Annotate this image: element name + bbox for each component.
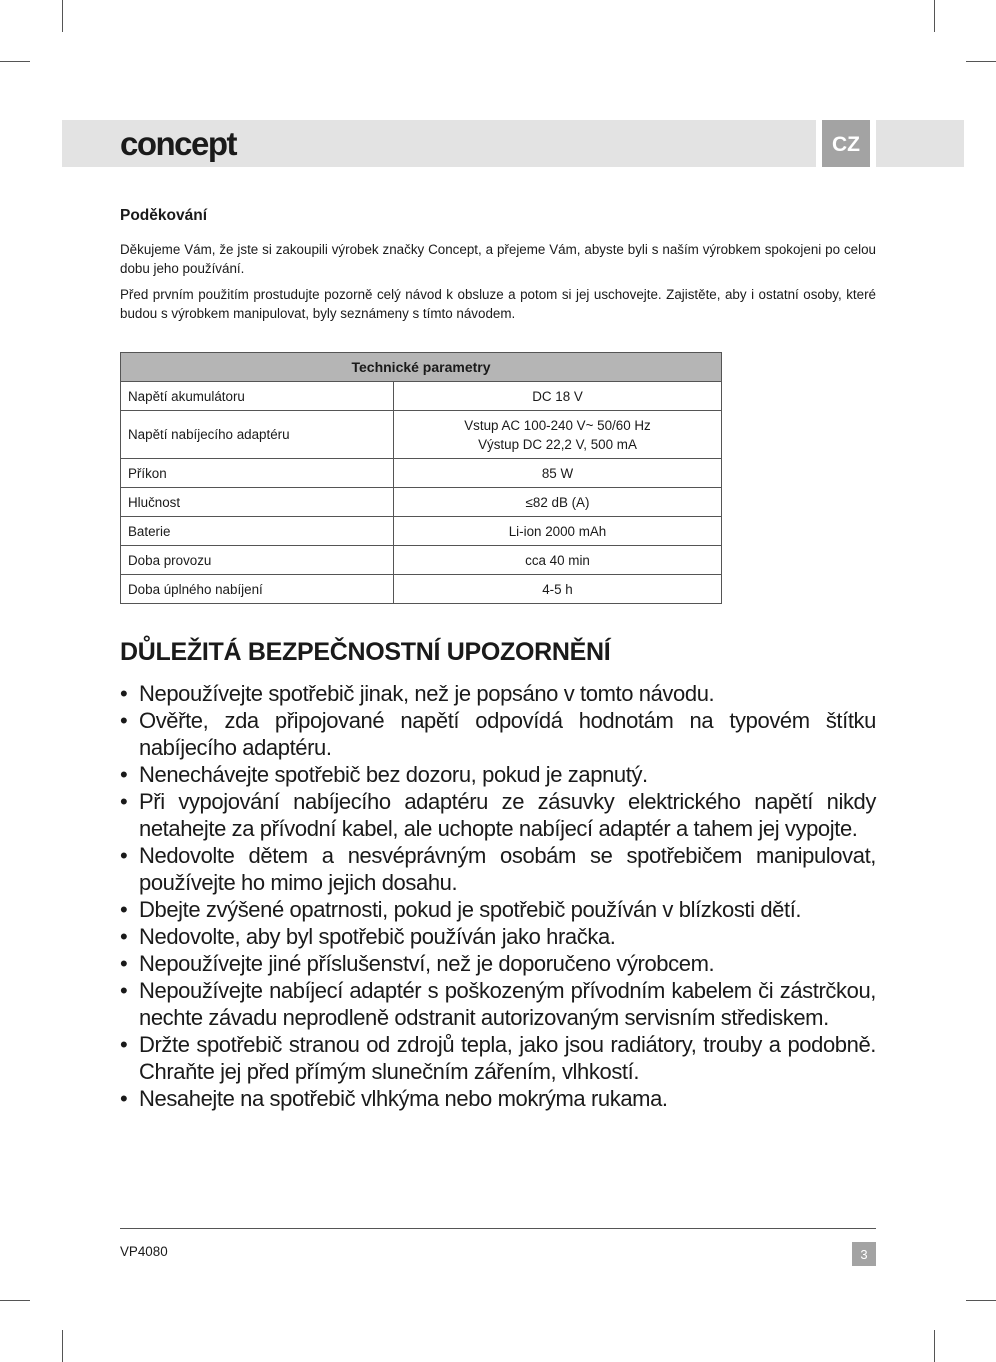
brand-logo: concept <box>120 125 237 162</box>
param-label: Doba provozu <box>121 546 394 575</box>
safety-warnings-list <box>120 680 876 1112</box>
list-item <box>120 1085 876 1112</box>
bullet-icon: • <box>120 789 128 814</box>
bullet-icon: • <box>120 762 128 787</box>
list-item <box>120 842 876 896</box>
bullet-icon: • <box>120 1032 128 1057</box>
bullet-icon: • <box>120 978 128 1003</box>
warning-text: Nedovolte, aby byl spotřebič používán jako hračka. <box>139 924 616 949</box>
warning-text: Nenechávejte spotřebič bez dozoru, pokud je zapnutý. <box>139 762 648 787</box>
table-row <box>121 488 722 517</box>
crop-mark <box>62 1330 63 1362</box>
safety-heading: DŮLEŽITÁ BEZPEČNOSTNÍ UPOZORNĚNÍ <box>120 638 611 666</box>
param-value: 4-5 h <box>394 575 722 604</box>
bullet-icon: • <box>120 1086 128 1111</box>
warning-text: Dbejte zvýšené opatrnosti, pokud je spotřebič používán v blízkosti dětí. <box>139 897 802 922</box>
warning-text: Nepoužívejte jiné příslušenství, než je doporučeno výrobcem. <box>139 951 715 976</box>
param-value: cca 40 min <box>394 546 722 575</box>
intro-paragraph: Před prvním použitím prostudujte pozorně celý návod k obsluze a potom si jej uschovejte. Zajistěte, aby i ostatní osoby, které budou s výrobkem manipulovat, byly seznámeny s tímto návodem. <box>120 287 876 321</box>
bullet-icon: • <box>120 951 128 976</box>
table-header-row <box>121 353 722 382</box>
param-label: Příkon <box>121 459 394 488</box>
bullet-icon: • <box>120 708 128 733</box>
bullet-icon: • <box>120 924 128 949</box>
list-item <box>120 761 876 788</box>
warning-text: Nedovolte dětem a nesvéprávným osobám se spotřebičem manipulovat, používejte ho mimo jejich dosahu. <box>139 843 876 895</box>
crop-mark <box>966 61 996 62</box>
table-row <box>121 382 722 411</box>
list-item <box>120 680 876 707</box>
param-label: Doba úplného nabíjení <box>121 575 394 604</box>
list-item <box>120 923 876 950</box>
bullet-icon: • <box>120 897 128 922</box>
table-row <box>121 575 722 604</box>
param-label: Hlučnost <box>121 488 394 517</box>
footer-divider <box>120 1228 876 1229</box>
bullet-icon: • <box>120 843 128 868</box>
param-label: Baterie <box>121 517 394 546</box>
param-value: DC 18 V <box>394 382 722 411</box>
list-item <box>120 977 876 1031</box>
table-row <box>121 517 722 546</box>
warning-text: Nesahejte na spotřebič vlhkýma nebo mokrýma rukama. <box>139 1086 668 1111</box>
list-item <box>120 1031 876 1085</box>
table-title: Technické parametry <box>121 353 722 382</box>
intro-paragraph: Děkujeme Vám, že jste si zakoupili výrobek značky Concept, a přejeme Vám, abyste byli s naším výrobkem spokojeni po celou dobu jeho používání. <box>120 242 876 276</box>
list-item <box>120 950 876 977</box>
param-value: 85 W <box>394 459 722 488</box>
param-label: Napětí nabíjecího adaptéru <box>121 411 394 459</box>
warning-text: Při vypojování nabíjecího adaptéru ze zásuvky elektrického napětí nikdy netahejte za přívodní kabel, ale uchopte nabíjecí adaptér a tahem jej vypojte. <box>139 789 876 841</box>
language-badge: CZ <box>822 120 870 167</box>
crop-mark <box>0 61 30 62</box>
table-row <box>121 411 722 459</box>
bullet-icon: • <box>120 681 128 706</box>
param-value <box>394 411 722 459</box>
param-value-line: Výstup DC 22,2 V, 500 mA <box>478 436 637 452</box>
crop-mark <box>966 1300 996 1301</box>
param-value: Li-ion 2000 mAh <box>394 517 722 546</box>
list-item <box>120 896 876 923</box>
warning-text: Nepoužívejte nabíjecí adaptér s poškozeným přívodním kabelem či zástrčkou, nechte závadu neprodleně odstranit autorizovaným servisním střediskem. <box>139 978 876 1030</box>
table-row <box>121 459 722 488</box>
technical-parameters-table <box>120 352 722 604</box>
crop-mark <box>934 0 935 32</box>
warning-text: Držte spotřebič stranou od zdrojů tepla, jako jsou radiátory, trouby a podobně. Chraňte jej před přímým slunečním zářením, vlhkostí. <box>139 1032 876 1084</box>
param-label: Napětí akumulátoru <box>121 382 394 411</box>
model-number: VP4080 <box>120 1244 168 1259</box>
crop-mark <box>0 1300 30 1301</box>
warning-text: Nepoužívejte spotřebič jinak, než je popsáno v tomto návodu. <box>139 681 715 706</box>
param-value: ≤82 dB (A) <box>394 488 722 517</box>
warning-text: Ověřte, zda připojované napětí odpovídá hodnotám na typovém štítku nabíjecího adaptéru. <box>139 708 876 760</box>
header-band-right <box>876 120 964 167</box>
param-value-line: Vstup AC 100-240 V~ 50/60 Hz <box>464 417 651 433</box>
list-item <box>120 707 876 761</box>
section-title: Poděkování <box>120 207 207 224</box>
crop-mark <box>934 1330 935 1362</box>
list-item <box>120 788 876 842</box>
table-row <box>121 546 722 575</box>
crop-mark <box>62 0 63 32</box>
page-number: 3 <box>852 1242 876 1266</box>
